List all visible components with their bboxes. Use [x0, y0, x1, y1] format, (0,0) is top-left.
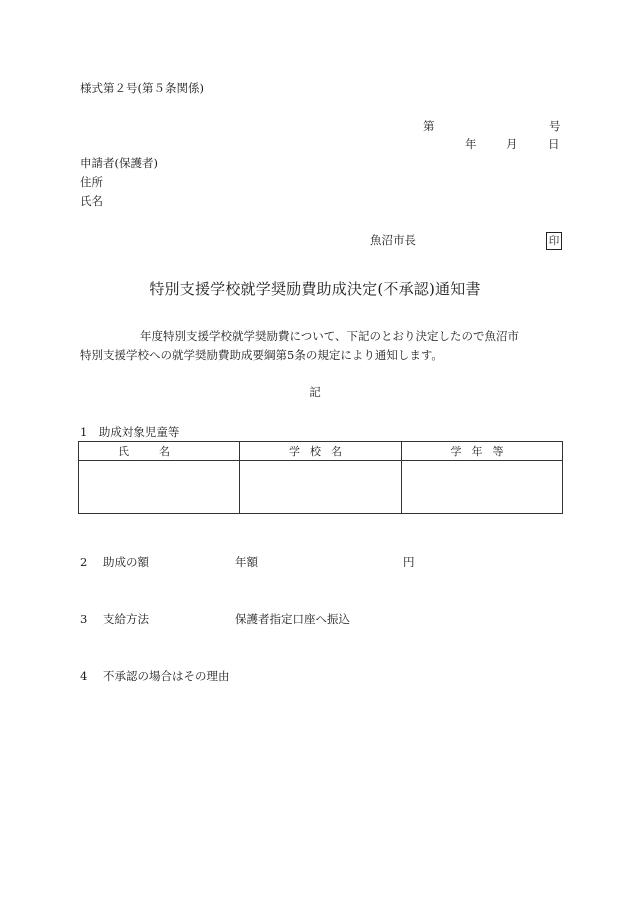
- table-cell-name: [79, 461, 240, 514]
- applicant-label: 申請者(保護者): [80, 156, 158, 170]
- document-title: 特別支援学校就学奨励費助成決定(不承認)通知書: [149, 280, 481, 298]
- section-4-number: 4: [80, 669, 88, 683]
- section-2-label: 助成の額: [103, 555, 149, 569]
- date-day-label: 日: [548, 137, 560, 151]
- doc-number-prefix: 第: [423, 119, 435, 133]
- table-header-grade: 学年等: [402, 442, 563, 461]
- payment-method-value: 保護者指定口座へ振込: [235, 612, 350, 626]
- body-text-line-1: 年度特別支援学校就学奨励費について、下記のとおり決定したので魚沼市: [140, 329, 520, 343]
- table-header-name: 氏名: [79, 442, 240, 461]
- section-3-number: 3: [80, 612, 88, 626]
- mayor-label: 魚沼市長: [370, 233, 416, 247]
- body-text-line-2: 特別支援学校への就学奨励費助成要綱第5条の規定により通知します。: [80, 348, 443, 362]
- ki-label: 記: [309, 385, 321, 399]
- address-label: 住所: [80, 175, 103, 189]
- table-header-row: [79, 442, 563, 461]
- section-1-label: 1 助成対象児童等: [80, 425, 180, 439]
- date-year-label: 年: [465, 137, 477, 151]
- seal-box: 印: [546, 232, 562, 250]
- table-cell-school: [240, 461, 402, 514]
- name-label: 氏名: [80, 194, 103, 208]
- doc-number-suffix: 号: [549, 119, 561, 133]
- table-header-school: 学校名: [240, 442, 402, 461]
- date-month-label: 月: [506, 137, 518, 151]
- yen-label: 円: [403, 555, 415, 569]
- table-cell-grade: [402, 461, 563, 514]
- annual-amount-label: 年額: [235, 555, 258, 569]
- section-3-label: 支給方法: [103, 612, 149, 626]
- target-children-table: [78, 441, 563, 514]
- form-number: 様式第２号(第５条関係): [80, 81, 204, 95]
- section-4-label: 不承認の場合はその理由: [103, 669, 230, 683]
- table-row: [79, 461, 563, 514]
- section-2-number: 2: [80, 555, 88, 569]
